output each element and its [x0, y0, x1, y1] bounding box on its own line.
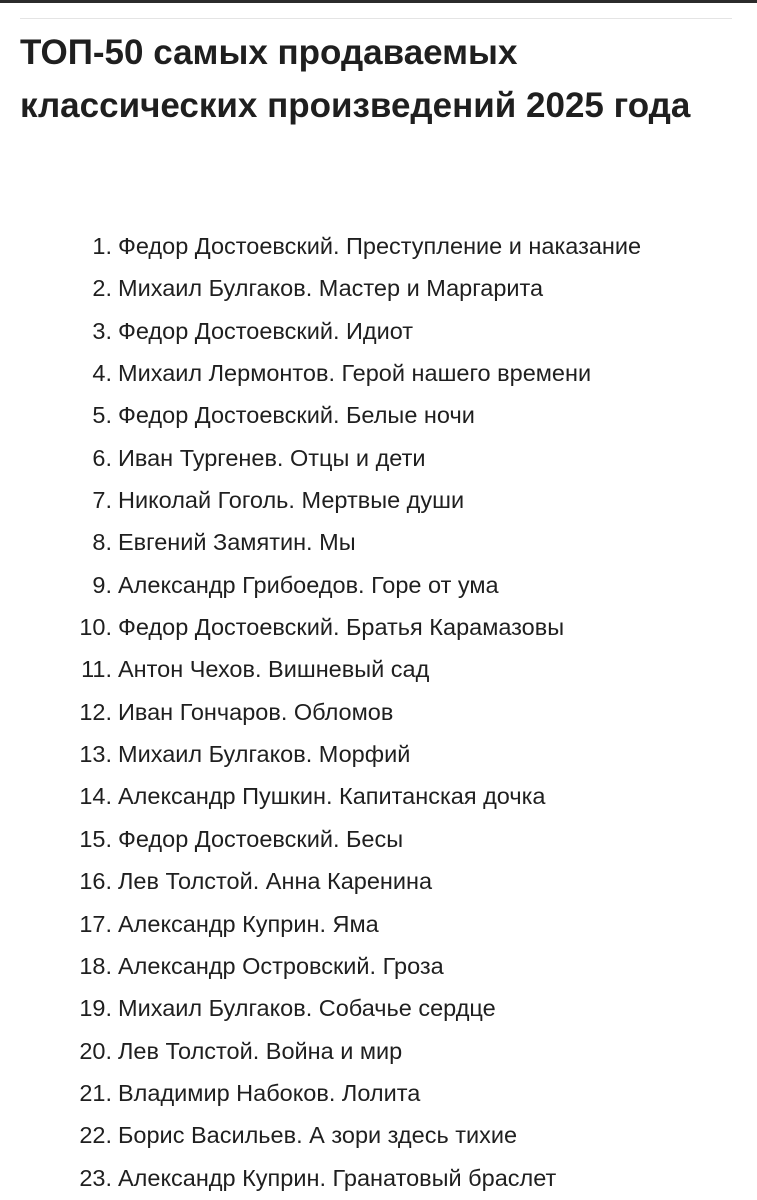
- list-item-number: 14.: [79, 783, 112, 810]
- list-item-text: Федор Достоевский. Белые ночи: [118, 402, 475, 429]
- list-item-number: 16.: [79, 868, 112, 895]
- list-item-number: 11.: [81, 656, 112, 683]
- list-item-text: Михаил Лермонтов. Герой нашего времени: [118, 360, 592, 387]
- list-item-text: Александр Грибоедов. Горе от ума: [118, 571, 499, 598]
- list-item-text: Иван Гончаров. Обломов: [118, 698, 394, 725]
- list-item-text: Николай Гоголь. Мертвые души: [118, 487, 465, 514]
- list-item-number: 5.: [92, 402, 112, 429]
- list-item-text: Владимир Набоков. Лолита: [118, 1079, 421, 1106]
- list-item-text: Александр Пушкин. Капитанская дочка: [118, 783, 546, 810]
- list-item-number: 19.: [79, 995, 112, 1022]
- list-item-text: Александр Островский. Гроза: [118, 952, 444, 979]
- article-title: ТОП-50 самых продаваемых классических произведений 2025 года: [20, 33, 691, 125]
- list-item-text: Антон Чехов. Вишневый сад: [118, 656, 430, 683]
- list-item-number: 18.: [79, 952, 112, 979]
- list-item-number: 3.: [92, 317, 112, 344]
- list-item-number: 8.: [92, 529, 112, 556]
- list-item-number: 12.: [79, 698, 112, 725]
- list-item-number: 17.: [79, 910, 112, 937]
- top-edge-bar: [0, 0, 757, 3]
- list-item-text: Евгений Замятин. Мы: [118, 529, 356, 556]
- list-item-text: Александр Куприн. Гранатовый браслет: [118, 1164, 557, 1191]
- header-divider: [20, 18, 732, 19]
- list-item-number: 2.: [92, 275, 112, 302]
- list-item-number: 20.: [79, 1037, 112, 1064]
- list-item-number: 7.: [92, 487, 112, 514]
- list-item-text: Александр Куприн. Яма: [118, 910, 379, 937]
- list-item-number: 6.: [92, 444, 112, 471]
- list-item-number: 21.: [79, 1079, 112, 1106]
- list-item-text: Иван Тургенев. Отцы и дети: [118, 444, 426, 471]
- list-item-text: Федор Достоевский. Идиот: [118, 317, 414, 344]
- list-item-number: 1.: [92, 233, 112, 259]
- list-item-text: Федор Достоевский. Братья Карамазовы: [118, 614, 565, 641]
- list-item-text: Лев Толстой. Анна Каренина: [118, 868, 433, 895]
- list-item-number: 23.: [79, 1164, 112, 1191]
- list-item-text: Борис Васильев. А зори здесь тихие: [118, 1122, 518, 1149]
- list-item-number: 22.: [79, 1122, 112, 1149]
- list-item-number: 13.: [79, 741, 112, 768]
- list-item-text: Федор Достоевский. Преступление и наказание: [118, 233, 642, 259]
- list-item-number: 4.: [92, 360, 112, 387]
- list-item-text: Михаил Булгаков. Собачье сердце: [118, 995, 496, 1022]
- list-item-text: Федор Достоевский. Бесы: [118, 825, 404, 852]
- list-item-text: Михаил Булгаков. Морфий: [118, 741, 411, 768]
- list-item-text: Лев Толстой. Война и мир: [118, 1037, 403, 1064]
- list-item-text: Михаил Булгаков. Мастер и Маргарита: [118, 275, 544, 302]
- list-item-number: 10.: [79, 614, 112, 641]
- list-item-number: 15.: [79, 825, 112, 852]
- list-item-number: 9.: [92, 571, 112, 598]
